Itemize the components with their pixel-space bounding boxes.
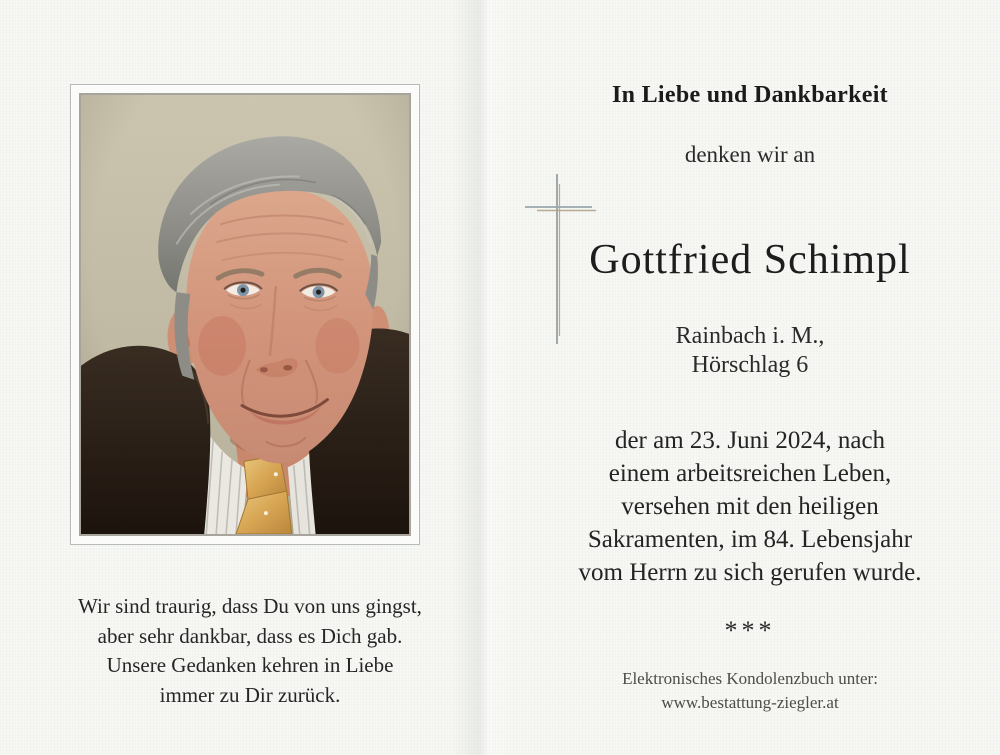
photo-frame (70, 84, 420, 545)
poem-line: immer zu Dir zurück. (159, 682, 341, 707)
deceased-name: Gottfried Schimpl (589, 237, 911, 283)
obituary-line: der am 23. Juni 2024, nach (614, 427, 886, 454)
condolence-url: www.bestattung-ziegler.at (661, 692, 839, 712)
obituary-line: einem arbeitsreichen Leben, (608, 460, 892, 487)
portrait-photo (81, 95, 409, 534)
address-block (503, 322, 997, 380)
address-line: Rainbach i. M., (675, 323, 825, 349)
photo-border (79, 93, 411, 536)
obituary-line: vom Herrn zu sich gerufen wurde. (578, 559, 922, 586)
address-line: Hörschlag 6 (691, 352, 809, 378)
poem-line: Wir sind traurig, dass Du von uns gingst, (78, 594, 422, 618)
intro-line: denken wir an (684, 142, 816, 167)
memorial-header: In Liebe und Dankbarkeit (612, 82, 888, 108)
right-page (500, 0, 1000, 755)
poem-line: Unsere Gedanken kehren in Liebe (106, 653, 394, 677)
condolence-line: Elektronisches Kondolenzbuch unter: (622, 669, 878, 688)
obituary-text (503, 424, 997, 589)
condolence-note (503, 667, 997, 714)
memorial-poem (6, 592, 494, 710)
obituary-line: Sakramenten, im 84. Lebensjahr (587, 526, 913, 553)
separator-stars: *** (724, 616, 776, 645)
poem-line: aber sehr dankbar, dass es Dich gab. (97, 623, 403, 648)
obituary-line: versehen mit den heiligen (621, 493, 879, 520)
